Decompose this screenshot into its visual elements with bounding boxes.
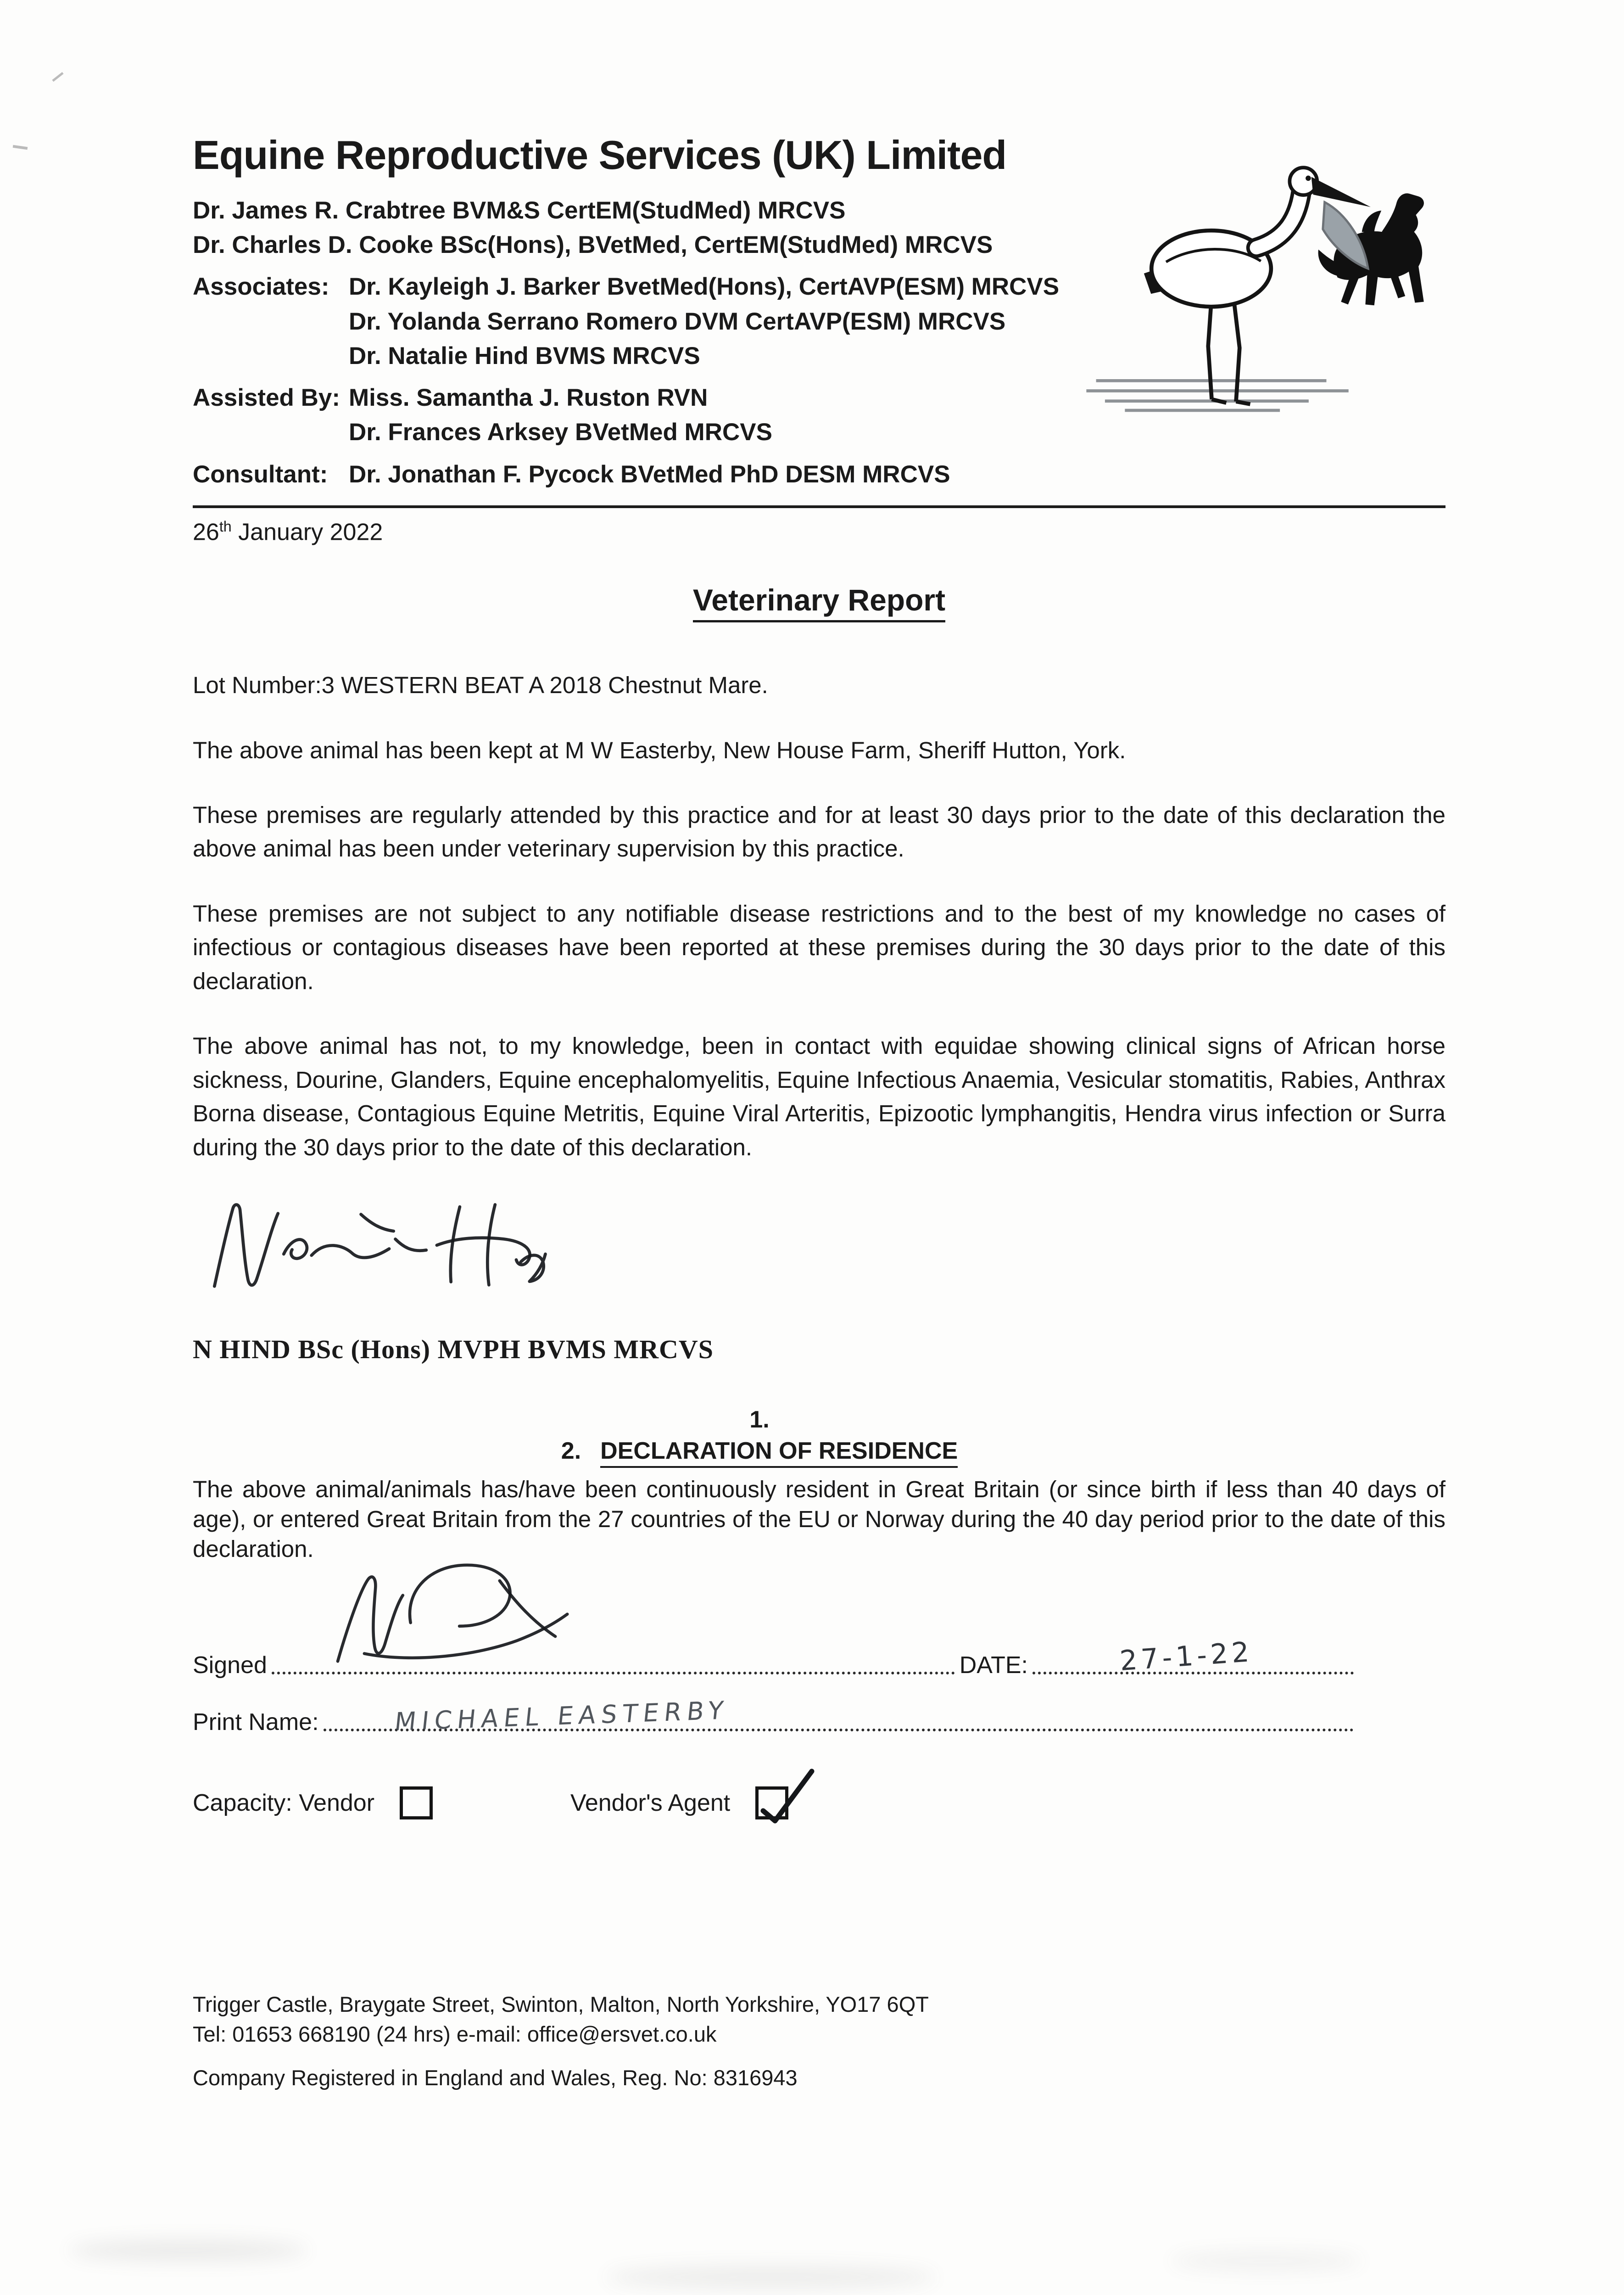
vendors-agent-label: Vendor's Agent — [570, 1789, 731, 1816]
handwritten-print-name: MICHAEL EASTERBY — [393, 1695, 731, 1736]
print-name-label: Print Name: — [193, 1708, 319, 1735]
assisted-by-label: Assisted By: — [193, 384, 340, 412]
vet-printed-name: N HIND BSc (Hons) MVPH BVMS MRCVS — [193, 1334, 714, 1364]
practice-name: Equine Reproductive Services (UK) Limited — [193, 132, 1007, 178]
consultant-line: Dr. Jonathan F. Pycock BVetMed PhD DESM MRCVS — [349, 460, 950, 488]
date-rest: January 2022 — [231, 519, 383, 546]
scan-smudge — [1170, 2251, 1363, 2271]
contact-diseases-paragraph: The above animal has not, to my knowledge, been in contact with equidae showing clinical signs of African horse sickness, Dourine, Glanders, Equine encephalomyelitis, Equine Infectious Anaemia, Vesicular stomatitis, Rabies, Anthrax Borna disease, Contagious Equine Metritis, Equine Viral Arteritis, Epizootic lymphangitis, Hendra virus infection or Surra during the 30 days prior to the date of this declaration. — [193, 1033, 1445, 1160]
date-day: 26 — [193, 519, 219, 546]
declaration-item-1: 1. — [749, 1406, 770, 1433]
stork-and-horse-logo-icon — [1078, 112, 1459, 429]
footer-contact: Tel: 01653 668190 (24 hrs) e-mail: office@ersvet.co.uk — [193, 2021, 717, 2046]
declaration-heading-text: DECLARATION OF RESIDENCE — [600, 1437, 958, 1468]
print-name-row — [193, 1695, 1445, 1736]
declaration-body: The above animal/animals has/have been continuously resident in Great Britain (or since birth if less than 40 days of age), or entered Great Britain from the 27 countries of the EU or Norway during the 40 day period prior to the date of this declaration. — [193, 1476, 1445, 1562]
capacity-row — [193, 1786, 1445, 1819]
handwritten-date: 27-1-22 — [1118, 1635, 1254, 1677]
date-ordinal: th — [219, 518, 232, 535]
scan-artifact — [52, 72, 63, 82]
assistant-line: Miss. Samantha J. Ruston RVN — [349, 384, 708, 412]
vendor-agent-signature — [312, 1554, 698, 1683]
doctor-line: Dr. Charles D. Cooke BSc(Hons), BVetMed, CertEM(StudMed) MRCVS — [193, 231, 993, 259]
assistant-line: Dr. Frances Arksey BVetMed MRCVS — [349, 419, 772, 446]
associate-line: Dr. Kayleigh J. Barker BvetMed(Hons), CertAVP(ESM) MRCVS — [349, 273, 1060, 301]
capacity-vendor-label: Capacity: Vendor — [193, 1789, 375, 1816]
vendor-checkbox — [400, 1786, 433, 1819]
associate-line: Dr. Yolanda Serrano Romero DVM CertAVP(ESM) MRCVS — [349, 308, 1006, 335]
document-date — [193, 518, 1445, 546]
stork-icon — [1144, 168, 1371, 404]
vendors-agent-checkbox — [755, 1786, 788, 1819]
ground-hatching — [1086, 381, 1348, 410]
scan-smudge — [69, 2240, 307, 2261]
scan-artifact — [13, 145, 28, 150]
kept-at-paragraph: The above animal has been kept at M W Easterby, New House Farm, Sheriff Hutton, York. — [193, 737, 1126, 763]
scan-smudge — [606, 2265, 936, 2289]
consultant-block — [193, 457, 1445, 492]
signed-leader-line — [272, 1669, 955, 1674]
signed-row — [193, 1635, 1445, 1679]
premises-attended-paragraph: These premises are regularly attended by this practice and for at least 30 days prior to the date of this declaration the above animal has been under veterinary supervision by this practice. — [193, 802, 1445, 862]
letterhead — [193, 133, 1445, 492]
declaration-heading — [133, 1437, 1386, 1468]
disease-restrictions-paragraph: These premises are not subject to any notifiable disease restrictions and to the best of my knowledge no cases of infectious or contagious diseases have been reported at these premises during the 30 days prior to the date of this declaration. — [193, 900, 1445, 994]
lot-number-paragraph: Lot Number:3 WESTERN BEAT A 2018 Chestnut Mare. — [193, 672, 768, 699]
consultant-label: Consultant: — [193, 460, 328, 488]
vet-signature — [193, 1187, 1445, 1302]
footer-address: Trigger Castle, Braygate Street, Swinton, Malton, North Yorkshire, YO17 6QT — [193, 1992, 929, 2016]
check-mark-icon — [756, 1766, 817, 1827]
date-label: DATE: — [959, 1651, 1028, 1679]
signed-label: Signed — [193, 1651, 267, 1679]
footer-registration: Company Registered in England and Wales, Reg. No: 8316943 — [193, 2065, 798, 2090]
associate-line: Dr. Natalie Hind BVMS MRCVS — [349, 342, 700, 369]
doctor-line: Dr. James R. Crabtree BVM&S CertEM(StudMed) MRCVS — [193, 196, 846, 224]
associates-label: Associates: — [193, 273, 329, 301]
footer — [193, 1990, 1445, 2093]
header-divider — [193, 505, 1445, 508]
declaration-item-2-number: 2. — [561, 1437, 581, 1464]
report-title: Veterinary Report — [193, 582, 1445, 622]
